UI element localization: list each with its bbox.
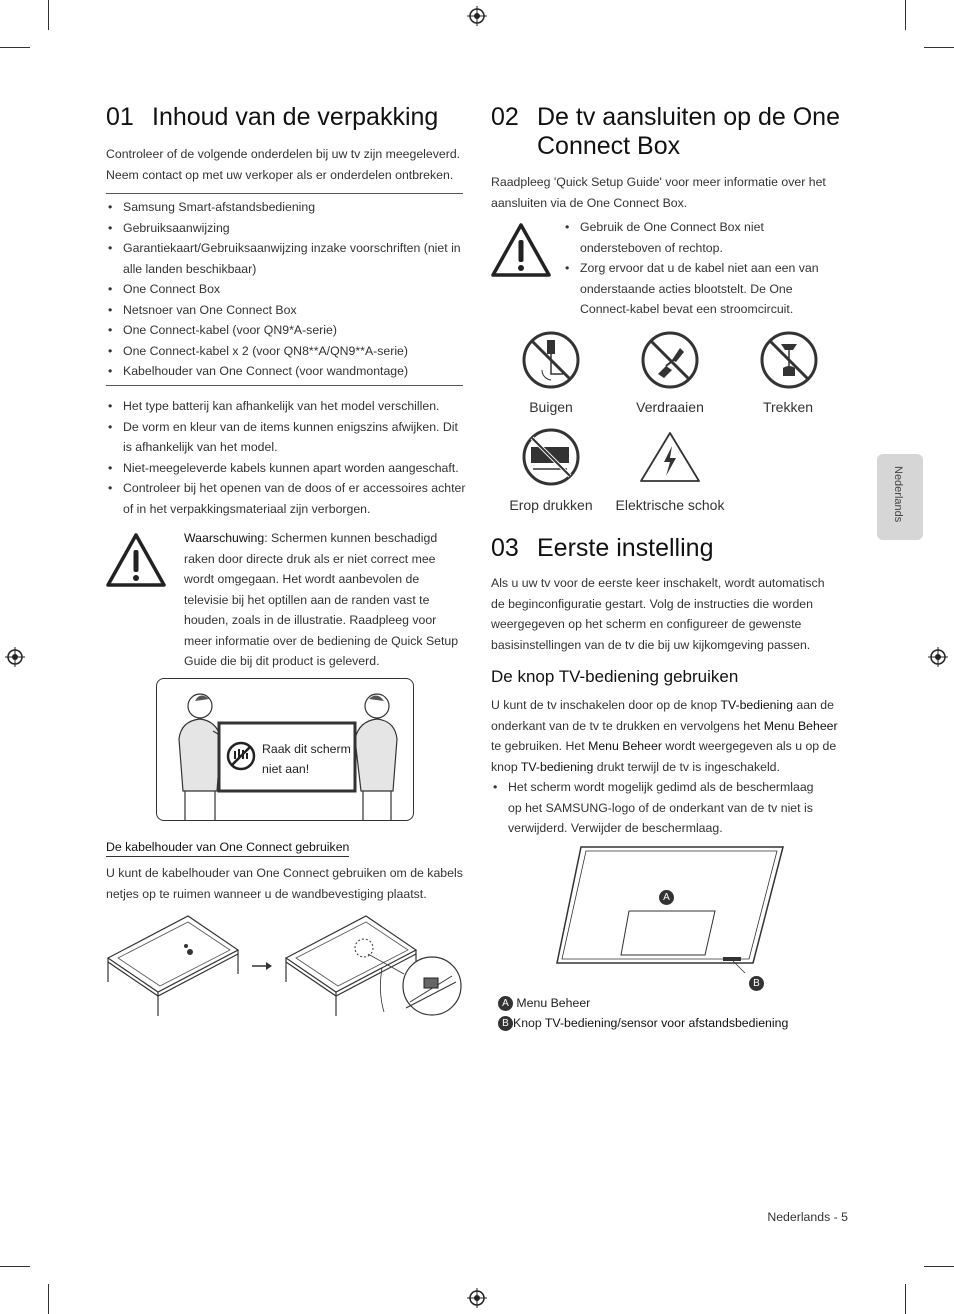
page-footer: Nederlands - 5 (767, 1210, 848, 1224)
list-item: • One Connect-kabel (voor QN9*A-serie) (106, 320, 463, 341)
badge-a: A (498, 996, 513, 1011)
registration-mark-icon (5, 647, 25, 667)
list-item: • Het scherm wordt mogelijk gedimd als de beschermlaag op het SAMSUNG-logo of de onderkant van de tv niet is verwijderd. Verwijder de beschermlaag. (491, 777, 821, 839)
section-title: Eerste instelling (537, 534, 714, 562)
legend-a-label: Menu Beheer (516, 996, 591, 1010)
cable-holder-illustration (106, 912, 466, 1020)
cable-holder-text: U kunt de kabelhouder van One Connect gebruiken om de kabels netjes op te ruimen wanneer u de wandbevestiging plaatst. (106, 866, 463, 901)
legend-a (498, 993, 590, 1014)
pull-prohibited-icon (759, 330, 819, 390)
side-tab-label: Nederlands (892, 466, 904, 523)
bold-run: Menu Beheer (588, 739, 662, 753)
badge-b: B (498, 1016, 513, 1031)
list-item: • Samsung Smart-afstandsbediening (106, 197, 463, 218)
callout-badge-a (659, 889, 674, 907)
crop-mark (924, 47, 954, 48)
twist-prohibited-icon (640, 330, 700, 390)
section-number: 01 (106, 103, 134, 131)
icon-caption: Verdraaien (636, 399, 704, 415)
list-item: • De vorm en kleur van de items kunnen enigszins afwijken. Dit is afhankelijk van het model. (106, 417, 466, 458)
warning-paragraph (184, 528, 459, 672)
registration-mark-icon (467, 6, 487, 26)
text-run: drukt terwijl de tv is ingeschakeld. (593, 759, 780, 774)
notes-list (106, 396, 466, 519)
tv-control-paragraph (491, 695, 843, 777)
warning-text: : Schermen kunnen beschadigd raken door directe druk als er niet correct mee wordt omgegaan. Het wordt aanbevolen de televisie bij het optillen aan de randen vast te houden, zoals in de illustratie. Raadpleeg voor meer informatie over de bediening de Quick Setup Guide die bij dit product is geleverd. (184, 531, 459, 668)
icon-caption: Buigen (529, 399, 573, 415)
section-03-intro: Als u uw tv voor de eerste keer inschakelt, wordt automatisch de beginconfiguratie gestart. Volg de instructies die worden weergegeven op het scherm en configureer de gewenste basisinstellingen van de tv die bij uw kijkomgeving passen. (491, 576, 825, 652)
tv-front-illustration (555, 845, 785, 993)
cable-holder-title: De kabelhouder van One Connect gebruiken (106, 838, 349, 857)
crop-mark (905, 1284, 906, 1314)
icon-caption: Elektrische schok (615, 497, 725, 513)
electric-shock-icon (638, 430, 702, 484)
warning-triangle-icon (105, 532, 167, 588)
protective-film-note (491, 777, 821, 839)
legend-b-separator: / (617, 1016, 621, 1030)
list-item: • Netsnoer van One Connect Box (106, 300, 463, 321)
callout-badge-b (749, 975, 764, 993)
registration-mark-icon (928, 647, 948, 667)
text-run: wordt weergegeven als u op de knop (491, 739, 837, 774)
bend-prohibited-icon (521, 330, 581, 390)
crop-mark (924, 1266, 954, 1267)
warning-label: Waarschuwing (184, 531, 265, 545)
list-item: • Het type batterij kan afhankelijk van het model verschillen. (106, 396, 466, 417)
list-item: • Garantiekaart/Gebruiksaanwijzing inzake voorschriften (niet in alle landen beschikbaar) (106, 238, 463, 279)
package-contents-list (106, 197, 463, 382)
badge-a: A (659, 890, 674, 905)
section-number: 03 (491, 534, 519, 562)
no-touch-line-1: Raak dit scherm (262, 742, 351, 756)
bold-run: TV-bediening (720, 698, 793, 712)
legend-b-bold-1: TV-bediening (544, 1016, 618, 1030)
list-item: • One Connect Box (106, 279, 463, 300)
crop-mark (48, 1284, 49, 1314)
subsection-title: De knop TV-bediening gebruiken (491, 667, 739, 686)
legend-b (498, 1013, 788, 1034)
legend-b-prefix: Knop (513, 1016, 545, 1030)
text-run: aan de onderkant van de tv te drukken en vervolgens het (491, 698, 834, 733)
section-title: Inhoud van de verpakking (152, 103, 439, 131)
connect-box-warnings (563, 217, 828, 320)
list-item: • Controleer bij het openen van de doos of er accessoires achter of in het verpakkingsmateriaal zijn verborgen. (106, 478, 466, 519)
crop-mark (905, 0, 906, 30)
list-item: • Zorg ervoor dat u de kabel niet aan een van onderstaande acties blootstelt. De One Connect-kabel bevat een stroomcircuit. (563, 258, 828, 320)
badge-b: B (749, 976, 764, 991)
legend-b-bold-2: sensor voor afstandsbediening (620, 1016, 789, 1030)
press-prohibited-icon (521, 427, 581, 487)
language-side-tab (877, 454, 923, 540)
section-01-heading (106, 103, 438, 132)
text-run: U kunt de tv inschakelen door op de knop (491, 698, 721, 712)
no-touch-line-2: niet aan! (262, 762, 310, 776)
list-item: • Niet-meegeleverde kabels kunnen apart worden aangeschaft. (106, 458, 466, 479)
bold-run: Menu Beheer (763, 718, 838, 733)
crop-mark (48, 0, 49, 30)
list-item: • Gebruiksaanwijzing (106, 218, 463, 239)
registration-mark-icon (467, 1288, 487, 1308)
section-title-line-1: De tv aansluiten op de One (537, 103, 840, 131)
list-item: • Gebruik de One Connect Box niet ondersteboven of rechtop. (563, 217, 828, 258)
section-number: 02 (491, 103, 519, 131)
section-title-line-2: Connect Box (537, 132, 681, 160)
list-item: • One Connect-kabel x 2 (voor QN8**A/QN9**A-serie) (106, 341, 463, 362)
text-run: te gebruiken. Het (491, 739, 589, 753)
no-touch-label (262, 739, 351, 779)
section-01-intro: Controleer of de volgende onderdelen bij uw tv zijn meegeleverd. Neem contact op met uw verkoper als er onderdelen ontbreken. (106, 147, 461, 182)
divider (106, 385, 463, 386)
icon-caption: Erop drukken (509, 497, 593, 513)
crop-mark (0, 1266, 30, 1267)
section-02-intro: Raadpleeg 'Quick Setup Guide' voor meer informatie over het aansluiten via de One Connect Box. (491, 175, 826, 210)
list-item: • Kabelhouder van One Connect (voor wandmontage) (106, 361, 463, 382)
section-03-heading (491, 534, 713, 563)
icon-caption: Trekken (762, 399, 814, 415)
warning-triangle-icon (490, 222, 552, 278)
section-02-heading (491, 103, 851, 161)
bold-run: TV-bediening (520, 759, 594, 774)
crop-mark (0, 47, 30, 48)
divider (106, 193, 463, 194)
tv-lifting-illustration (156, 678, 414, 821)
